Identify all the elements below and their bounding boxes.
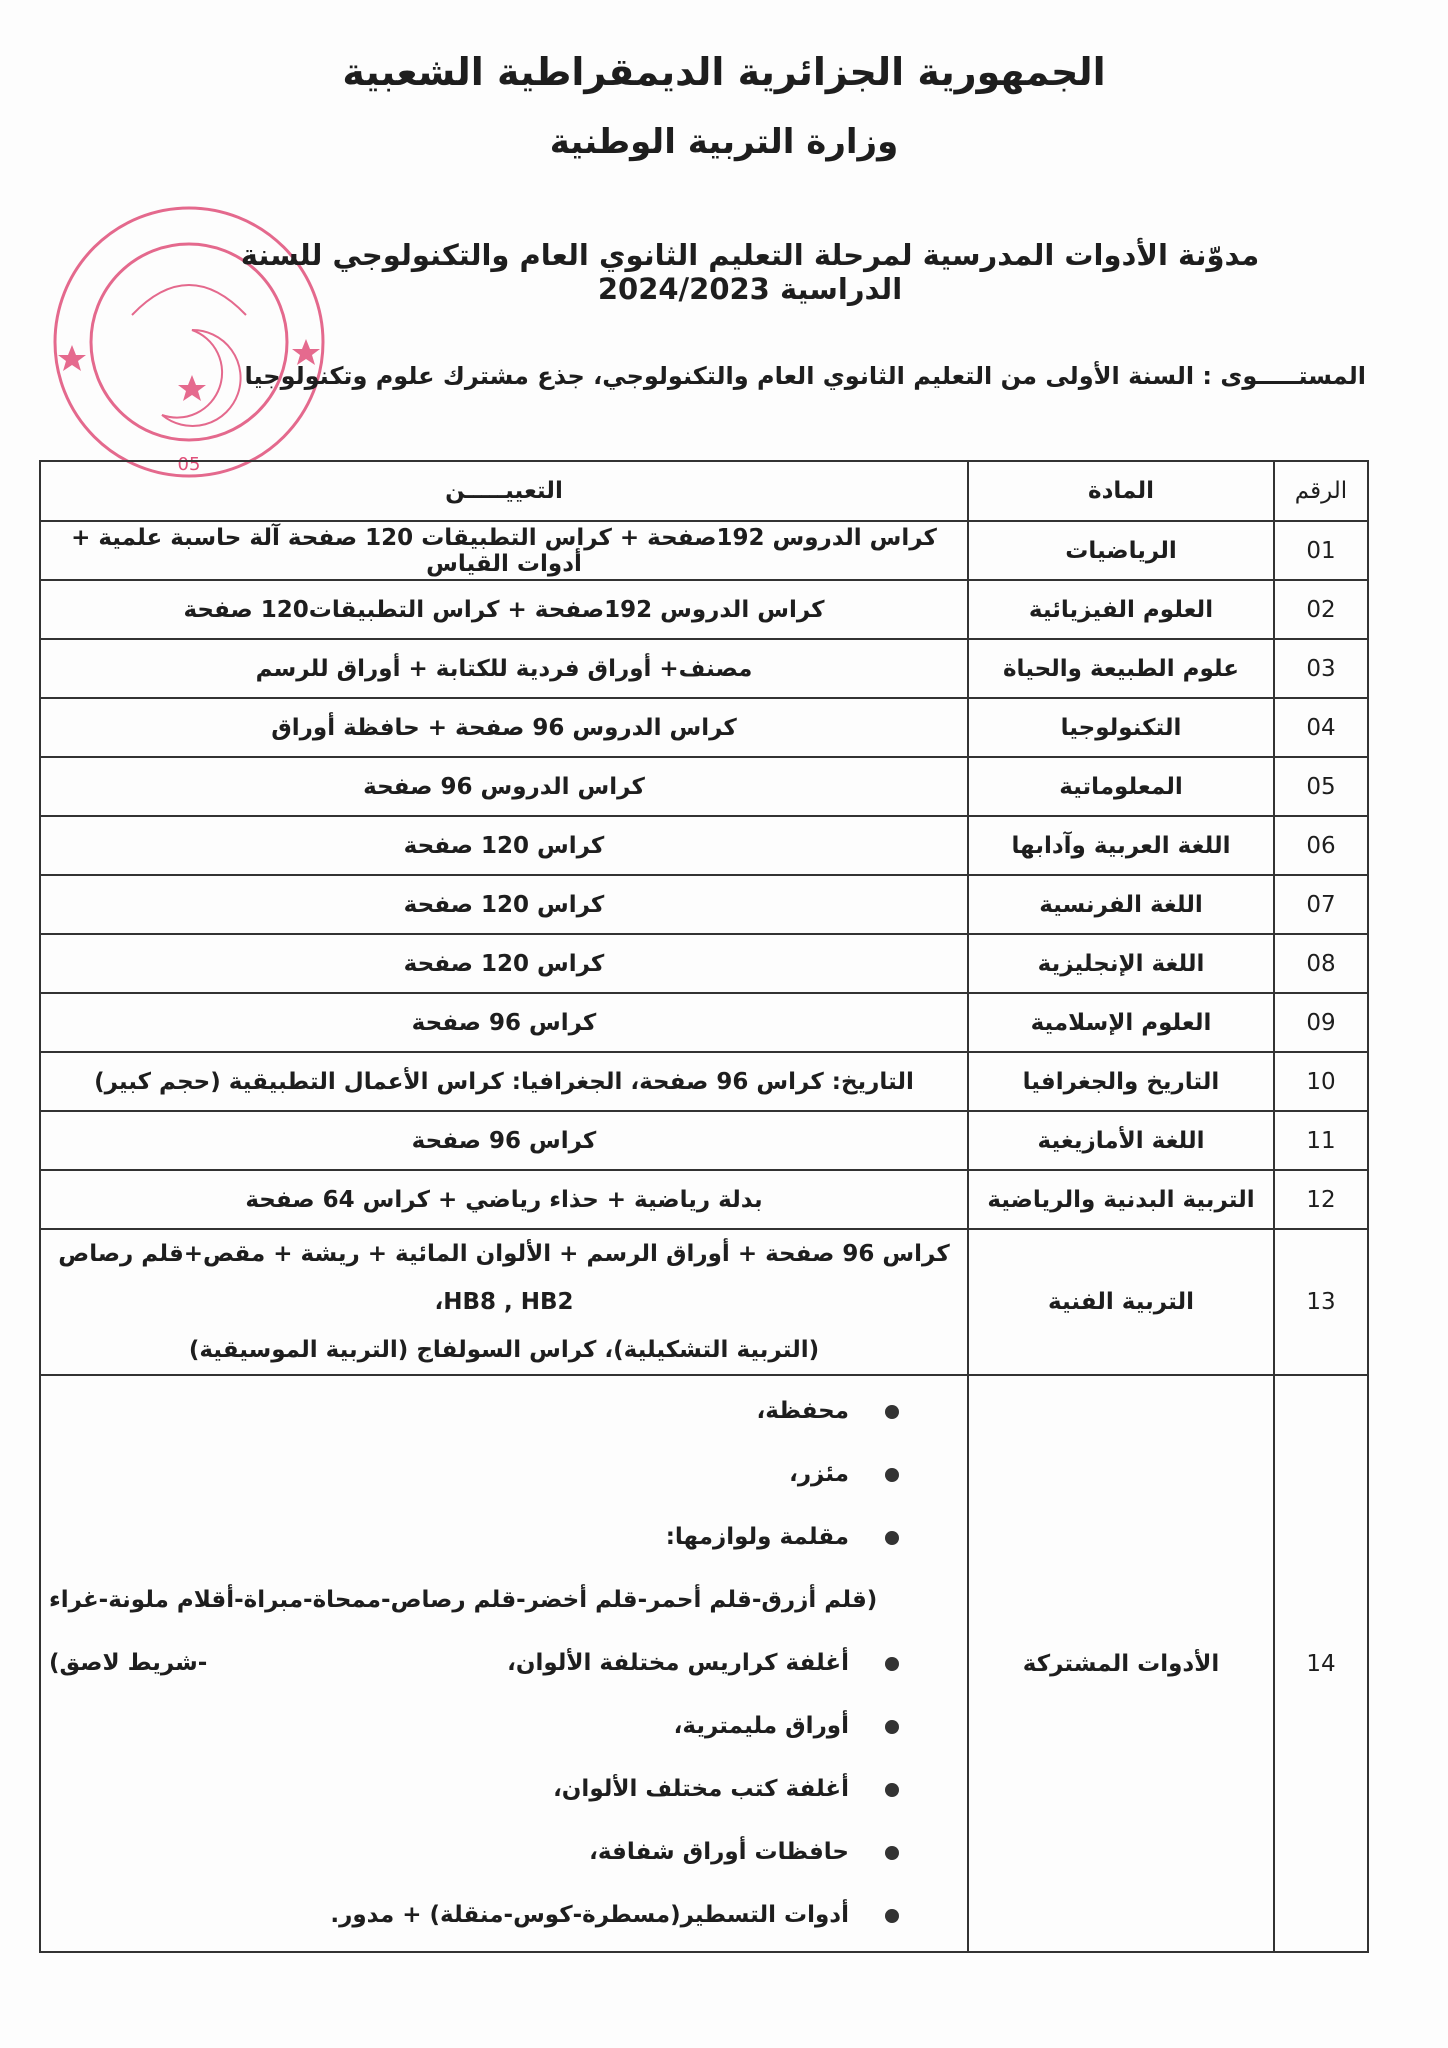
row-num: 14 (1274, 1375, 1368, 1952)
row-designation: التاريخ: كراس 96 صفحة، الجغرافيا: كراس الأعمال التطبيقية (حجم كبير) (40, 1052, 968, 1111)
list-item-text: أوراق مليمترية، (673, 1713, 849, 1739)
row-num: 07 (1274, 875, 1368, 934)
ministry-heading: وزارة التربية الوطنية (549, 122, 899, 162)
table-row (40, 521, 1368, 580)
bullet-icon (885, 1405, 899, 1419)
list-item-text: مقلمة ولوازمها: (665, 1524, 849, 1550)
table-row (40, 1111, 1368, 1170)
row-designation: بدلة رياضية + حذاء رياضي + كراس 64 صفحة (40, 1170, 968, 1229)
row-subject: التاريخ والجغرافيا (968, 1052, 1274, 1111)
table-row (40, 698, 1368, 757)
row-designation: كراس الدروس 192صفحة + كراس التطبيقات120 صفحة (40, 580, 968, 639)
list-item-text: محفظة، (756, 1398, 849, 1424)
row-subject: المعلوماتية (968, 757, 1274, 816)
bullet-icon (885, 1909, 899, 1923)
bullet-icon (885, 1783, 899, 1797)
table-row (40, 1052, 1368, 1111)
row-num: 04 (1274, 698, 1368, 757)
bullet-icon (885, 1846, 899, 1860)
row-subject: اللغة الإنجليزية (968, 934, 1274, 993)
list-item (49, 1506, 919, 1569)
row-designation: كراس الدروس 96 صفحة (40, 757, 968, 816)
row-designation: كراس 96 صفحة (40, 993, 968, 1052)
table-row (40, 1170, 1368, 1229)
list-item (49, 1632, 919, 1695)
list-item-text: (قلم أزرق-قلم أحمر-قلم أخضر-قلم رصاص-ممحاة-مبراة-أقلام ملونة-غراء -شريط لاصق) (49, 1587, 878, 1676)
row-subject: الأدوات المشتركة (968, 1375, 1274, 1952)
table-row (40, 1375, 1368, 1952)
row-designation: كراس 120 صفحة (40, 934, 968, 993)
list-item-text: أدوات التسطير(مسطرة-كوس-منقلة) + مدور. (330, 1902, 849, 1928)
table-row (40, 816, 1368, 875)
row-num: 10 (1274, 1052, 1368, 1111)
row-num: 03 (1274, 639, 1368, 698)
row-num: 06 (1274, 816, 1368, 875)
row-num: 08 (1274, 934, 1368, 993)
table-row (40, 757, 1368, 816)
row-designation: كراس الدروس 192صفحة + كراس التطبيقات 120 صفحة آلة حاسبة علمية + أدوات القياس (40, 521, 968, 580)
row-designation: كراس 120 صفحة (40, 816, 968, 875)
row-designation: كراس الدروس 96 صفحة + حافظة أوراق (40, 698, 968, 757)
row-num: 02 (1274, 580, 1368, 639)
row-subject: العلوم الفيزيائية (968, 580, 1274, 639)
stamp-number: 05 (177, 454, 201, 475)
table-row (40, 993, 1368, 1052)
row-designation: كراس 120 صفحة (40, 875, 968, 934)
document-title: مدوّنة الأدوات المدرسية لمرحلة التعليم الثانوي العام والتكنولوجي للسنة الدراسية 2024/2023 (240, 238, 1260, 306)
table-row (40, 875, 1368, 934)
list-item (49, 1443, 919, 1506)
row-subject: الرياضيات (968, 521, 1274, 580)
table-row (40, 580, 1368, 639)
table-header-row (40, 461, 1368, 521)
list-item-text: أغلفة كراريس مختلفة الألوان، (507, 1650, 849, 1676)
common-supplies-list (49, 1380, 959, 1947)
row-subject: اللغة العربية وآدابها (968, 816, 1274, 875)
table-row (40, 934, 1368, 993)
row-designation: كراس 96 صفحة (40, 1111, 968, 1170)
list-item (49, 1758, 919, 1821)
header-num: الرقم (1274, 461, 1368, 521)
table-row (40, 1229, 1368, 1375)
row-num: 11 (1274, 1111, 1368, 1170)
list-item (49, 1884, 919, 1947)
republic-heading: الجمهورية الجزائرية الديمقراطية الشعبية (342, 50, 1106, 94)
row-num: 13 (1274, 1229, 1368, 1375)
row-designation (40, 1375, 968, 1952)
row-subject: اللغة الفرنسية (968, 875, 1274, 934)
row-num: 12 (1274, 1170, 1368, 1229)
list-item-text: مئزر، (789, 1461, 849, 1487)
row-designation: مصنف+ أوراق فردية للكتابة + أوراق للرسم (40, 639, 968, 698)
school-supplies-table (39, 460, 1369, 1953)
list-item-text: حافظات أوراق شفافة، (589, 1839, 849, 1865)
designation-line: كراس 96 صفحة + أوراق الرسم + الألوان المائية + ريشة + مقص+قلم رصاص HB8 , HB2، (58, 1241, 950, 1315)
level-line: المستـــــوى : السنة الأولى من التعليم الثانوي العام والتكنولوجي، جذع مشترك علوم وتكنولوجيا (244, 362, 1366, 390)
list-item (49, 1695, 919, 1758)
bullet-icon (885, 1468, 899, 1482)
table-row (40, 639, 1368, 698)
list-item (49, 1380, 919, 1443)
bullet-icon (885, 1657, 899, 1671)
list-item (49, 1821, 919, 1884)
header-designation: التعييـــــن (40, 461, 968, 521)
row-subject: العلوم الإسلامية (968, 993, 1274, 1052)
row-subject: علوم الطبيعة والحياة (968, 639, 1274, 698)
row-subject: التربية الفنية (968, 1229, 1274, 1375)
row-designation (40, 1229, 968, 1375)
designation-line: (التربية التشكيلية)، كراس السولفاج (التربية الموسيقية) (188, 1337, 820, 1363)
header-subject: المادة (968, 461, 1274, 521)
row-subject: التربية البدنية والرياضية (968, 1170, 1274, 1229)
row-subject: التكنولوجيا (968, 698, 1274, 757)
bullet-icon (885, 1531, 899, 1545)
bullet-icon (885, 1720, 899, 1734)
row-num: 09 (1274, 993, 1368, 1052)
row-num: 05 (1274, 757, 1368, 816)
row-subject: اللغة الأمازيغية (968, 1111, 1274, 1170)
list-item-text: أغلفة كتب مختلف الألوان، (553, 1776, 849, 1802)
row-num: 01 (1274, 521, 1368, 580)
